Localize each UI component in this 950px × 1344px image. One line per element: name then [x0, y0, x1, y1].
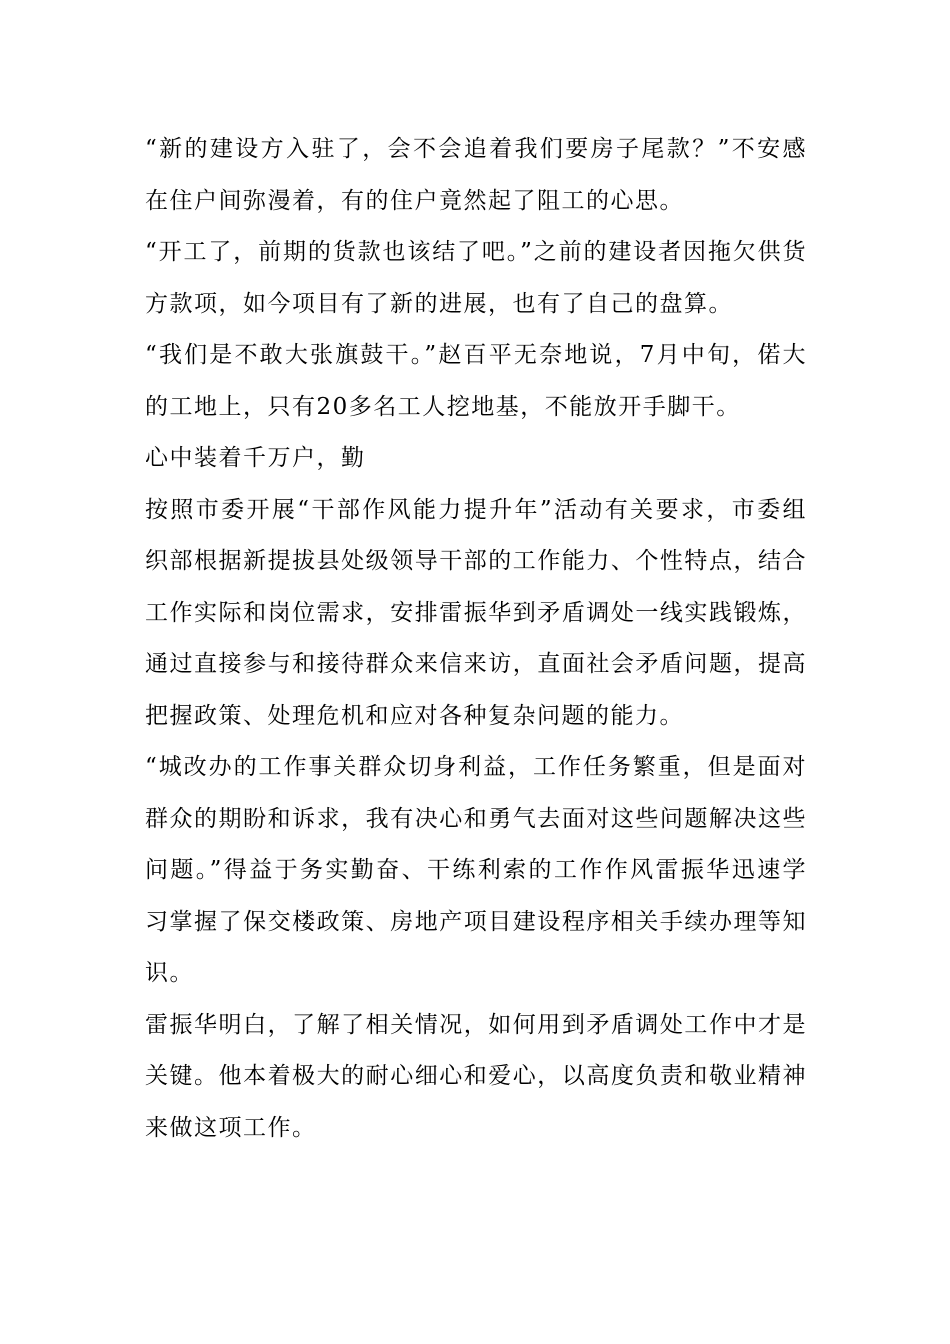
document-body [145, 124, 807, 1154]
paragraph-conclusion: 雷振华明白，了解了相关情况，如何用到矛盾调处工作中才是关键。他本着极大的耐心细心和爱心，以高度负责和敬业精神来做这项工作。 [145, 1011, 807, 1141]
paragraph-residents-worry: “新的建设方入驻了，会不会追着我们要房子尾款？”不安感在住户间弥漫着，有的住户竟然起了阻工的心思。 [145, 136, 807, 214]
paragraph-section-heading: 心中装着千万户，勤 [145, 445, 366, 471]
paragraph-supplier-payment: “开工了，前期的货款也该结了吧。”之前的建设者因拖欠供货方款项，如今项目有了新的进展，也有了自己的盘算。 [145, 239, 807, 317]
paragraph-assignment: 按照市委开展“干部作风能力提升年”活动有关要求，市委组织部根据新提拔县处级领导干部的工作能力、个性特点，结合工作实际和岗位需求，安排雷振华到矛盾调处一线实践锻炼，通过直接参与和接待群众来信来访，直面社会矛盾问题，提高把握政策、处理危机和应对各种复杂问题的能力。 [145, 496, 807, 729]
paragraph-zhao-quote: “我们是不敢大张旗鼓干。”赵百平无奈地说，7月中旬，偌大的工地上，只有20多名工人挖地基，不能放开手脚干。 [145, 342, 807, 420]
paragraph-lei-quote: “城改办的工作事关群众切身利益，工作任务繁重，但是面对群众的期盼和诉求，我有决心和勇气去面对这些问题解决这些问题。”得益于务实勤奋、干练利索的工作作风雷振华迅速学习掌握了保交楼政策、房地产项目建设程序相关手续办理等知识。 [145, 754, 807, 986]
